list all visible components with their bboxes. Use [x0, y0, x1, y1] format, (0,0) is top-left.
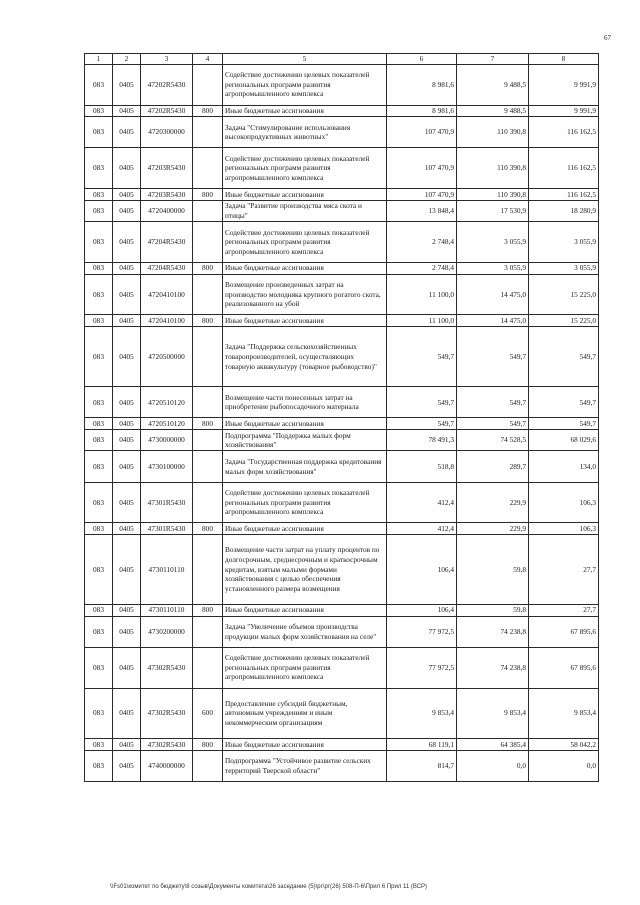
table-row: [85, 523, 599, 535]
cell-description: Иные бюджетные ассигнования: [223, 189, 387, 201]
cell-description: Иные бюджетные ассигнования: [223, 604, 387, 616]
cell-section-code: 0405: [113, 315, 141, 327]
cell-description: Предоставление субсидий бюджетным, автономным учреждениям и иным некоммерческим организациям: [223, 688, 387, 739]
cell-expense-type: 600: [193, 688, 223, 739]
table-row: [85, 739, 599, 751]
cell-description: Иные бюджетные ассигнования: [223, 315, 387, 327]
cell-amount-year1: 549,7: [387, 327, 457, 387]
cell-admin-code: 083: [85, 189, 113, 201]
cell-amount-year2: 17 530,9: [457, 200, 529, 221]
cell-admin-code: 083: [85, 64, 113, 105]
header-cell: 1: [85, 54, 113, 65]
cell-amount-year3: 67 895,6: [529, 647, 599, 688]
cell-amount-year1: 518,8: [387, 451, 457, 482]
table-row: [85, 64, 599, 105]
table-row: [85, 482, 599, 523]
cell-expense-type: [193, 117, 223, 148]
cell-amount-year2: 0,0: [457, 750, 529, 781]
cell-section-code: 0405: [113, 523, 141, 535]
table-body: [85, 54, 599, 782]
cell-section-code: 0405: [113, 430, 141, 451]
cell-expense-type: [193, 616, 223, 647]
cell-description: Возмещение произведенных затрат на производство молодняка крупного рогатого скота, реализованного на убой: [223, 274, 387, 315]
cell-admin-code: 083: [85, 535, 113, 605]
cell-description: Содействие достижению целевых показателей региональных программ развития агропромышленного комплекса: [223, 647, 387, 688]
cell-amount-year2: 549,7: [457, 387, 529, 418]
cell-amount-year3: 106,3: [529, 523, 599, 535]
cell-target-article: 4720400000: [141, 200, 193, 221]
cell-expense-type: 800: [193, 315, 223, 327]
cell-expense-type: 800: [193, 739, 223, 751]
cell-target-article: 4720410100: [141, 274, 193, 315]
cell-amount-year3: 549,7: [529, 387, 599, 418]
cell-amount-year1: 814,7: [387, 750, 457, 781]
cell-expense-type: 800: [193, 189, 223, 201]
cell-amount-year3: 67 895,6: [529, 616, 599, 647]
table-row: [85, 315, 599, 327]
cell-amount-year1: 77 972,5: [387, 616, 457, 647]
page-number: 67: [604, 34, 611, 42]
cell-expense-type: [193, 148, 223, 189]
table-row: [85, 105, 599, 117]
cell-section-code: 0405: [113, 604, 141, 616]
cell-amount-year2: 3 055,9: [457, 262, 529, 274]
cell-admin-code: 083: [85, 647, 113, 688]
cell-amount-year2: 549,7: [457, 418, 529, 430]
table-row: [85, 430, 599, 451]
cell-amount-year3: 3 055,9: [529, 262, 599, 274]
cell-amount-year1: 107 470,9: [387, 148, 457, 189]
cell-admin-code: 083: [85, 117, 113, 148]
table-row: [85, 604, 599, 616]
header-cell: 7: [457, 54, 529, 65]
cell-amount-year1: 2 748,4: [387, 262, 457, 274]
cell-amount-year3: 27,7: [529, 535, 599, 605]
cell-amount-year1: 549,7: [387, 387, 457, 418]
cell-admin-code: 083: [85, 688, 113, 739]
cell-amount-year3: 58 042,2: [529, 739, 599, 751]
cell-section-code: 0405: [113, 262, 141, 274]
cell-target-article: 47203R5430: [141, 189, 193, 201]
cell-amount-year1: 8 981,6: [387, 105, 457, 117]
cell-admin-code: 083: [85, 739, 113, 751]
cell-amount-year1: 106,4: [387, 604, 457, 616]
cell-amount-year2: 289,7: [457, 451, 529, 482]
cell-admin-code: 083: [85, 262, 113, 274]
cell-amount-year1: 107 470,9: [387, 189, 457, 201]
cell-admin-code: 083: [85, 222, 113, 263]
cell-amount-year2: 74 528,5: [457, 430, 529, 451]
table-row: [85, 387, 599, 418]
cell-description: Задача "Поддержка сельскохозяйственных товаропроизводителей, осуществляющих товарную аквакультуру (товарное рыбоводство)": [223, 327, 387, 387]
cell-admin-code: 083: [85, 523, 113, 535]
cell-section-code: 0405: [113, 327, 141, 387]
cell-amount-year2: 110 390,8: [457, 117, 529, 148]
cell-description: Иные бюджетные ассигнования: [223, 262, 387, 274]
cell-amount-year3: 116 162,5: [529, 148, 599, 189]
cell-amount-year1: 2 748,4: [387, 222, 457, 263]
cell-target-article: 47301R5430: [141, 523, 193, 535]
cell-amount-year1: 106,4: [387, 535, 457, 605]
cell-target-article: 4720510120: [141, 418, 193, 430]
header-cell: 5: [223, 54, 387, 65]
table-row: [85, 451, 599, 482]
cell-target-article: 47204R5430: [141, 262, 193, 274]
cell-target-article: 47203R5430: [141, 148, 193, 189]
cell-target-article: 47202R5430: [141, 105, 193, 117]
cell-description: Подпрограмма "Поддержка малых форм хозяйствования": [223, 430, 387, 451]
cell-admin-code: 083: [85, 200, 113, 221]
cell-amount-year2: 14 475,0: [457, 315, 529, 327]
cell-section-code: 0405: [113, 535, 141, 605]
cell-expense-type: [193, 222, 223, 263]
cell-amount-year3: 106,3: [529, 482, 599, 523]
cell-expense-type: [193, 535, 223, 605]
header-row: [85, 54, 599, 65]
cell-expense-type: 800: [193, 418, 223, 430]
header-cell: 8: [529, 54, 599, 65]
cell-admin-code: 083: [85, 274, 113, 315]
cell-target-article: 4730100000: [141, 451, 193, 482]
cell-amount-year1: 107 470,9: [387, 117, 457, 148]
cell-amount-year3: 68 029,6: [529, 430, 599, 451]
header-cell: 4: [193, 54, 223, 65]
cell-amount-year1: 11 100,0: [387, 315, 457, 327]
cell-amount-year3: 116 162,5: [529, 117, 599, 148]
cell-target-article: 47204R5430: [141, 222, 193, 263]
cell-amount-year1: 549,7: [387, 418, 457, 430]
table-row: [85, 327, 599, 387]
cell-section-code: 0405: [113, 117, 141, 148]
cell-amount-year1: 78 491,3: [387, 430, 457, 451]
cell-amount-year2: 74 238,8: [457, 616, 529, 647]
cell-amount-year2: 14 475,0: [457, 274, 529, 315]
table-row: [85, 200, 599, 221]
cell-expense-type: [193, 64, 223, 105]
cell-amount-year2: 74 238,8: [457, 647, 529, 688]
cell-target-article: 47301R5430: [141, 482, 193, 523]
cell-amount-year2: 9 488,5: [457, 105, 529, 117]
cell-amount-year3: 27,7: [529, 604, 599, 616]
cell-amount-year2: 110 390,8: [457, 189, 529, 201]
cell-description: Содействие достижению целевых показателей региональных программ развития агропромышленного комплекса: [223, 222, 387, 263]
cell-target-article: 47302R5430: [141, 647, 193, 688]
cell-target-article: 47302R5430: [141, 739, 193, 751]
cell-description: Возмещение части понесенных затрат на приобретение рыбопосадочного материала: [223, 387, 387, 418]
cell-description: Задача "Государственная поддержка кредитования малых форм хозяйствования": [223, 451, 387, 482]
cell-amount-year2: 64 385,4: [457, 739, 529, 751]
cell-expense-type: 800: [193, 604, 223, 616]
cell-description: Задача "Стимулирование использования высокопродуктивных животных": [223, 117, 387, 148]
cell-description: Подпрограмма "Устойчивое развитие сельских территорий Тверской области": [223, 750, 387, 781]
table-row: [85, 688, 599, 739]
cell-admin-code: 083: [85, 430, 113, 451]
table-row: [85, 616, 599, 647]
cell-admin-code: 083: [85, 451, 113, 482]
cell-target-article: 4730200000: [141, 616, 193, 647]
table-row: [85, 117, 599, 148]
cell-amount-year2: 549,7: [457, 327, 529, 387]
cell-target-article: 4720300000: [141, 117, 193, 148]
cell-amount-year2: 59,8: [457, 604, 529, 616]
budget-table: [84, 53, 599, 782]
cell-amount-year1: 11 100,0: [387, 274, 457, 315]
cell-target-article: 47302R5430: [141, 688, 193, 739]
cell-amount-year3: 9 991,9: [529, 64, 599, 105]
table-row: [85, 222, 599, 263]
footer-file-path: \\Fs01\комитет по бюджету\8 созыв\Документы комитета\26 заседание (5)\рг\рг(26) 508-П-6\Прил 6 Прил 11 (ВСР): [110, 884, 428, 890]
cell-amount-year3: 15 225,0: [529, 274, 599, 315]
cell-amount-year3: 134,0: [529, 451, 599, 482]
cell-expense-type: 800: [193, 262, 223, 274]
cell-target-article: 4720410100: [141, 315, 193, 327]
header-cell: 6: [387, 54, 457, 65]
cell-amount-year3: 549,7: [529, 327, 599, 387]
cell-amount-year2: 110 390,8: [457, 148, 529, 189]
cell-amount-year3: 9 991,9: [529, 105, 599, 117]
cell-target-article: 4720510120: [141, 387, 193, 418]
cell-section-code: 0405: [113, 688, 141, 739]
cell-amount-year3: 3 055,9: [529, 222, 599, 263]
cell-section-code: 0405: [113, 750, 141, 781]
cell-amount-year3: 0,0: [529, 750, 599, 781]
cell-description: Задача "Развитие производства мяса скота и птицы": [223, 200, 387, 221]
cell-amount-year2: 9 488,5: [457, 64, 529, 105]
cell-section-code: 0405: [113, 387, 141, 418]
cell-amount-year2: 59,8: [457, 535, 529, 605]
cell-description: Содействие достижению целевых показателей региональных программ развития агропромышленного комплекса: [223, 148, 387, 189]
cell-amount-year1: 77 972,5: [387, 647, 457, 688]
cell-target-article: 47202R5430: [141, 64, 193, 105]
table-row: [85, 274, 599, 315]
cell-description: Содействие достижению целевых показателей региональных программ развития агропромышленного комплекса: [223, 482, 387, 523]
cell-admin-code: 083: [85, 482, 113, 523]
table-row: [85, 647, 599, 688]
cell-amount-year2: 3 055,9: [457, 222, 529, 263]
cell-section-code: 0405: [113, 200, 141, 221]
cell-target-article: 4730110110: [141, 604, 193, 616]
cell-section-code: 0405: [113, 222, 141, 263]
cell-amount-year1: 412,4: [387, 482, 457, 523]
cell-amount-year1: 9 853,4: [387, 688, 457, 739]
table-row: [85, 189, 599, 201]
cell-amount-year3: 18 280,9: [529, 200, 599, 221]
cell-expense-type: [193, 327, 223, 387]
cell-section-code: 0405: [113, 616, 141, 647]
cell-section-code: 0405: [113, 64, 141, 105]
cell-expense-type: [193, 647, 223, 688]
cell-section-code: 0405: [113, 189, 141, 201]
cell-target-article: 4720500000: [141, 327, 193, 387]
cell-amount-year1: 68 119,1: [387, 739, 457, 751]
cell-amount-year3: 15 225,0: [529, 315, 599, 327]
cell-section-code: 0405: [113, 274, 141, 315]
cell-admin-code: 083: [85, 616, 113, 647]
table-row: [85, 535, 599, 605]
cell-admin-code: 083: [85, 148, 113, 189]
cell-admin-code: 083: [85, 105, 113, 117]
cell-description: Содействие достижению целевых показателей региональных программ развития агропромышленного комплекса: [223, 64, 387, 105]
cell-amount-year3: 549,7: [529, 418, 599, 430]
table-row: [85, 418, 599, 430]
cell-description: Иные бюджетные ассигнования: [223, 418, 387, 430]
cell-admin-code: 083: [85, 387, 113, 418]
cell-section-code: 0405: [113, 482, 141, 523]
cell-amount-year2: 229,9: [457, 523, 529, 535]
cell-amount-year3: 9 853,4: [529, 688, 599, 739]
cell-amount-year3: 116 162,5: [529, 189, 599, 201]
cell-admin-code: 083: [85, 315, 113, 327]
cell-amount-year1: 13 848,4: [387, 200, 457, 221]
cell-target-article: 4730000000: [141, 430, 193, 451]
cell-description: Иные бюджетные ассигнования: [223, 523, 387, 535]
cell-admin-code: 083: [85, 604, 113, 616]
cell-expense-type: 800: [193, 105, 223, 117]
cell-expense-type: [193, 430, 223, 451]
cell-target-article: 4730110110: [141, 535, 193, 605]
cell-admin-code: 083: [85, 418, 113, 430]
cell-expense-type: [193, 200, 223, 221]
cell-target-article: 4740000000: [141, 750, 193, 781]
cell-expense-type: 800: [193, 523, 223, 535]
cell-amount-year1: 412,4: [387, 523, 457, 535]
header-cell: 2: [113, 54, 141, 65]
table-row: [85, 148, 599, 189]
cell-admin-code: 083: [85, 750, 113, 781]
cell-description: Задача "Увеличение объемов производства продукции малых форм хозяйствования на селе": [223, 616, 387, 647]
cell-amount-year2: 9 853,4: [457, 688, 529, 739]
cell-section-code: 0405: [113, 418, 141, 430]
cell-expense-type: [193, 482, 223, 523]
header-cell: 3: [141, 54, 193, 65]
cell-amount-year1: 8 981,6: [387, 64, 457, 105]
cell-section-code: 0405: [113, 451, 141, 482]
cell-expense-type: [193, 387, 223, 418]
cell-section-code: 0405: [113, 647, 141, 688]
cell-section-code: 0405: [113, 739, 141, 751]
cell-description: Возмещение части затрат на уплату процентов по долгосрочным, среднесрочным и краткосрочным кредитам, взятым малыми формами хозяйствования с целью обеспечения установленного размера возмещения: [223, 535, 387, 605]
cell-expense-type: [193, 750, 223, 781]
cell-section-code: 0405: [113, 148, 141, 189]
cell-description: Иные бюджетные ассигнования: [223, 739, 387, 751]
cell-expense-type: [193, 451, 223, 482]
cell-description: Иные бюджетные ассигнования: [223, 105, 387, 117]
table-row: [85, 262, 599, 274]
table-row: [85, 750, 599, 781]
cell-section-code: 0405: [113, 105, 141, 117]
cell-expense-type: [193, 274, 223, 315]
cell-amount-year2: 229,9: [457, 482, 529, 523]
cell-admin-code: 083: [85, 327, 113, 387]
